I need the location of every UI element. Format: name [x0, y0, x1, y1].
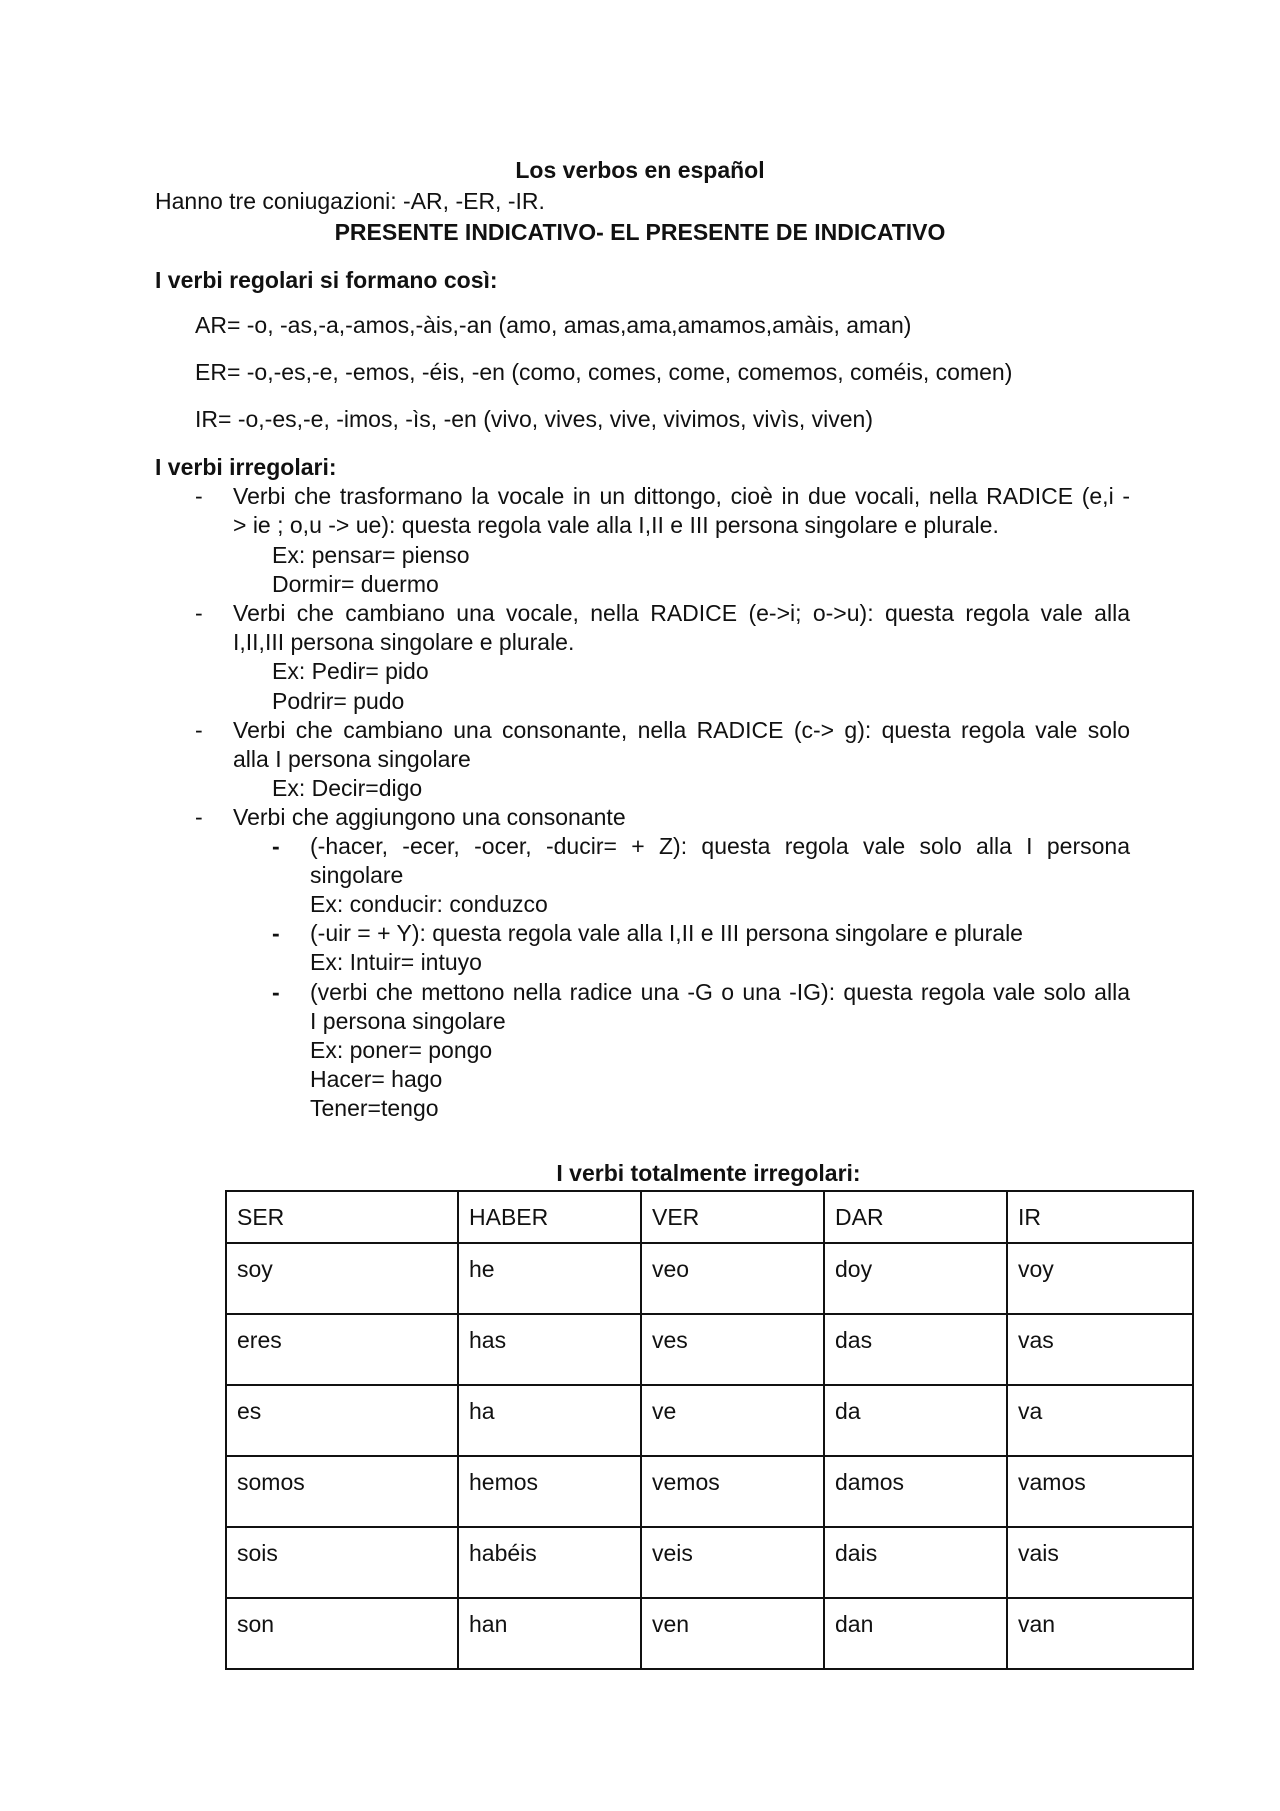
table-cell: ve — [641, 1385, 824, 1456]
table-row — [226, 1598, 1193, 1669]
item2-example1: Ex: Pedir= pido — [272, 658, 429, 684]
sub2-line1: (-uir = + Y): questa regola vale alla I,II e III persona singolare e plurale — [310, 920, 1023, 946]
sub3-example3: Tener=tengo — [310, 1095, 439, 1121]
item3-line1: Verbi che cambiano una consonante, nella RADICE (c-> g): questa regola vale solo — [233, 717, 1130, 743]
table-cell: vamos — [1007, 1456, 1193, 1527]
sub3-line2: I persona singolare — [310, 1008, 506, 1034]
table-cell: ven — [641, 1598, 824, 1669]
table-header-cell: HABER — [458, 1191, 641, 1243]
table-cell: veis — [641, 1527, 824, 1598]
table-cell: va — [1007, 1385, 1193, 1456]
table-title: I verbi totalmente irregolari: — [556, 1160, 861, 1186]
table-cell: soy — [226, 1243, 458, 1314]
table-header-cell: VER — [641, 1191, 824, 1243]
sub-list-bullet: - — [272, 920, 280, 946]
regular-er-rule: ER= -o,-es,-e, -emos, -éis, -en (como, comes, come, comemos, coméis, comen) — [195, 359, 1013, 385]
table-cell: van — [1007, 1598, 1193, 1669]
sub-list-bullet: - — [272, 833, 280, 859]
regular-ir-rule: IR= -o,-es,-e, -imos, -ìs, -en (vivo, vives, vive, vivimos, vivìs, viven) — [195, 406, 873, 432]
table-row — [226, 1314, 1193, 1385]
table-header-cell: DAR — [824, 1191, 1007, 1243]
item2-line2: I,II,III persona singolare e plurale. — [233, 629, 575, 655]
sub-list-bullet: - — [272, 979, 280, 1005]
table-cell: voy — [1007, 1243, 1193, 1314]
table-row — [226, 1243, 1193, 1314]
sub1-line1: (-hacer, -ecer, -ocer, -ducir= + Z): questa regola vale solo alla I persona — [310, 833, 1130, 859]
intro-text: Hanno tre coniugazioni: -AR, -ER, -IR. — [155, 188, 545, 214]
list-bullet: - — [195, 804, 203, 830]
table-header-row — [226, 1191, 1193, 1243]
table-header-cell: SER — [226, 1191, 458, 1243]
table-row — [226, 1456, 1193, 1527]
section-subtitle: PRESENTE INDICATIVO- EL PRESENTE DE INDICATIVO — [334, 219, 946, 245]
table-cell: han — [458, 1598, 641, 1669]
table-header-cell: IR — [1007, 1191, 1193, 1243]
sub3-line1: (verbi che mettono nella radice una -G o una -IG): questa regola vale solo alla — [310, 979, 1130, 1005]
table-cell: habéis — [458, 1527, 641, 1598]
regular-ar-rule: AR= -o, -as,-a,-amos,-àis,-an (amo, amas,ama,amamos,amàis, aman) — [195, 312, 912, 338]
sub3-example1: Ex: poner= pongo — [310, 1037, 493, 1063]
table-cell: eres — [226, 1314, 458, 1385]
table-cell: das — [824, 1314, 1007, 1385]
list-bullet: - — [195, 483, 203, 509]
table-row — [226, 1527, 1193, 1598]
table-cell: somos — [226, 1456, 458, 1527]
table-cell: es — [226, 1385, 458, 1456]
regular-verbs-heading: I verbi regolari si formano così: — [155, 267, 498, 293]
table-cell: damos — [824, 1456, 1007, 1527]
item1-example1: Ex: pensar= pienso — [272, 542, 470, 568]
item3-example1: Ex: Decir=digo — [272, 775, 423, 801]
table-cell: vais — [1007, 1527, 1193, 1598]
table-cell: doy — [824, 1243, 1007, 1314]
sub1-line2: singolare — [310, 862, 404, 888]
table-cell: vas — [1007, 1314, 1193, 1385]
document-title: Los verbos en español — [515, 157, 765, 183]
list-bullet: - — [195, 717, 203, 743]
item1-example2: Dormir= duermo — [272, 571, 439, 597]
table-cell: he — [458, 1243, 641, 1314]
table-cell: ves — [641, 1314, 824, 1385]
item2-line1: Verbi che cambiano una vocale, nella RADICE (e->i; o->u): questa regola vale alla — [233, 600, 1130, 626]
item1-line2: > ie ; o,u -> ue): questa regola vale alla I,II e III persona singolare e plurale. — [233, 512, 999, 538]
table-cell: sois — [226, 1527, 458, 1598]
sub2-example1: Ex: Intuir= intuyo — [310, 949, 482, 975]
sub3-example2: Hacer= hago — [310, 1066, 443, 1092]
table-cell: veo — [641, 1243, 824, 1314]
irregular-verbs-heading: I verbi irregolari: — [155, 454, 337, 480]
item4-line1: Verbi che aggiungono una consonante — [233, 804, 626, 830]
irregular-verbs-table — [225, 1190, 1194, 1670]
item1-line1: Verbi che trasformano la vocale in un dittongo, cioè in due vocali, nella RADICE (e,i - — [233, 483, 1130, 509]
table-row — [226, 1385, 1193, 1456]
table-cell: da — [824, 1385, 1007, 1456]
list-bullet: - — [195, 600, 203, 626]
table-cell: has — [458, 1314, 641, 1385]
table-cell: vemos — [641, 1456, 824, 1527]
table-cell: dan — [824, 1598, 1007, 1669]
table-cell: son — [226, 1598, 458, 1669]
item2-example2: Podrir= pudo — [272, 688, 405, 714]
table-cell: hemos — [458, 1456, 641, 1527]
table-cell: dais — [824, 1527, 1007, 1598]
table-cell: ha — [458, 1385, 641, 1456]
sub1-example1: Ex: conducir: conduzco — [310, 891, 548, 917]
item3-line2: alla I persona singolare — [233, 746, 471, 772]
